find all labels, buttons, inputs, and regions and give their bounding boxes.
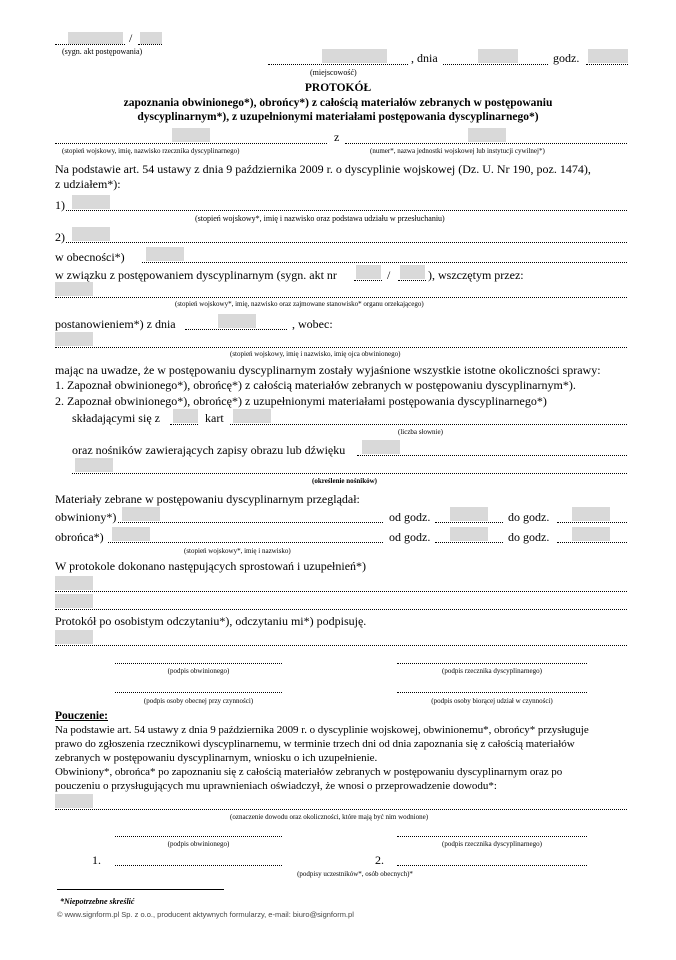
dotted-fill-line bbox=[345, 143, 627, 144]
obronca-review-field[interactable] bbox=[112, 527, 150, 541]
sig-obwinionego-label: (podpis obwinionego) bbox=[167, 667, 230, 675]
basis-line-2: z udziałem*): bbox=[55, 177, 121, 191]
dotted-fill-line bbox=[435, 542, 503, 543]
obronca-od-godz: od godz. bbox=[389, 530, 431, 544]
skladajacymi-text: składającymi się z bbox=[72, 411, 160, 425]
signing-text: Protokół po osobistym odczytaniu*), odczytaniu mi*) podpisuję. bbox=[55, 614, 367, 628]
dotted-fill-line bbox=[557, 542, 627, 543]
dotted-fill-line bbox=[357, 455, 627, 456]
corrections-field-1[interactable] bbox=[55, 576, 93, 590]
signing-field[interactable] bbox=[55, 630, 93, 644]
wszczetym-text: ), wszczętym przez: bbox=[428, 268, 524, 282]
z-text: z bbox=[334, 130, 340, 144]
kart-text: kart bbox=[205, 411, 224, 425]
sig-rzecznika-label: (podpis rzecznika dyscyplinarnego) bbox=[442, 667, 542, 675]
findings-intro: mając na uwadze, że w postępowaniu dyscyplinarnym zostały wyjaśnione wszystkie istotne okoliczności sprawy: bbox=[55, 363, 601, 377]
sig-obecnej-label: (podpis osoby obecnej przy czynności) bbox=[143, 697, 254, 705]
obwiniony-do-godz: do godz. bbox=[508, 510, 550, 524]
obronca-do-godz: do godz. bbox=[508, 530, 550, 544]
dotted-fill-line bbox=[138, 44, 162, 45]
sygn-field-2[interactable] bbox=[140, 32, 162, 44]
corrections-intro: W protokole dokonano następujących sprostowań i uzupełnień*) bbox=[55, 559, 367, 573]
uczestnik-1-field[interactable] bbox=[72, 195, 110, 209]
item-1-number: 1) bbox=[55, 198, 65, 212]
zwiazku-slash: / bbox=[387, 268, 391, 282]
sig-biorace-label: (podpis osoby biorącej udział w czynności) bbox=[431, 697, 553, 705]
dotted-fill-line bbox=[115, 663, 282, 664]
dotted-fill-line bbox=[55, 591, 627, 592]
obronca-review-text: obrońca*) bbox=[55, 530, 104, 544]
postanowienie-date-field[interactable] bbox=[218, 314, 256, 328]
footnote-text: *Niepotrzebne skreślić bbox=[60, 897, 135, 906]
rzecznik-field[interactable] bbox=[172, 128, 210, 142]
dotted-fill-line bbox=[55, 347, 627, 348]
pouczenie-p1-line1: Na podstawie art. 54 ustawy z dnia 9 października 2009 r. o dyscyplinie wojskowej, obwinionemu*, obrońcy* przysługuje bbox=[55, 724, 589, 736]
dnia-text: , dnia bbox=[411, 51, 438, 65]
miejscowosc-field[interactable] bbox=[322, 49, 387, 63]
pouczenie-p2-line2: pouczeniu o przysługujących mu uprawnieniach oświadczył, że wnosi o przeprowadzenie dowodu*: bbox=[55, 780, 497, 792]
item-2-number: 2) bbox=[55, 230, 65, 244]
nosniki-field-2[interactable] bbox=[75, 458, 113, 472]
findings-point-1: 1. Zapoznał obwinionego*), obrońcę*) z całością materiałów zebranych w postępowaniu dyscyplinarnym*). bbox=[55, 378, 576, 392]
sygn-nr-2-field[interactable] bbox=[400, 265, 425, 279]
dotted-fill-line bbox=[55, 143, 327, 144]
dotted-fill-line bbox=[397, 663, 587, 664]
dotted-fill-line bbox=[115, 836, 282, 837]
postanowieniem-text: postanowieniem*) z dnia bbox=[55, 317, 176, 331]
basis-line-1: Na podstawie art. 54 ustawy z dnia 9 października 2009 r. o dyscyplinie wojskowej (Dz. U. Nr 190, poz. 1474), bbox=[55, 162, 591, 176]
dotted-fill-line bbox=[142, 262, 627, 263]
dotted-fill-line bbox=[66, 242, 627, 243]
sygn-field-1[interactable] bbox=[68, 32, 123, 44]
document-title: PROTOKÓŁ bbox=[304, 82, 372, 94]
dotted-fill-line bbox=[55, 609, 627, 610]
corrections-field-2[interactable] bbox=[55, 594, 93, 608]
obwiniony-review-text: obwiniony*) bbox=[55, 510, 117, 524]
dotted-fill-line bbox=[55, 297, 627, 298]
title-line-2: dyscyplinarnym*), z uzupełnionymi materiałami postępowania dyscyplinarnego*) bbox=[137, 111, 539, 123]
pouczenie-sig-rzecznika: (podpis rzecznika dyscyplinarnego) bbox=[442, 840, 542, 848]
date-field[interactable] bbox=[478, 49, 518, 63]
godz-text: godz. bbox=[553, 51, 580, 65]
obwiniony-field[interactable] bbox=[55, 332, 93, 346]
uczestnik-number-2: 2. bbox=[375, 853, 384, 867]
time-field[interactable] bbox=[588, 49, 628, 63]
title-line-1: zapoznania obwinionego*), obrońcy*) z całością materiałów zebranych w postępowaniu bbox=[123, 97, 553, 109]
pouczenie-p1-line2: prawo do zgłoszenia rzecznikowi dyscyplinarnemu, w terminie trzech dni od dnia zapoznania się z całością materiałów bbox=[55, 738, 575, 750]
obronca-od-field[interactable] bbox=[450, 527, 488, 541]
dotted-fill-line bbox=[115, 692, 282, 693]
dotted-fill-line bbox=[230, 424, 627, 425]
dotted-fill-line bbox=[397, 836, 587, 837]
organ-label: (stopień wojskowy*, imię, nazwisko oraz zajmowane stanowisko* organu orzekającego) bbox=[175, 300, 424, 308]
obwiniony-od-field[interactable] bbox=[450, 507, 488, 521]
obwiniony-do-field[interactable] bbox=[572, 507, 610, 521]
miejscowosc-label: (miejscowość) bbox=[310, 68, 357, 77]
dotted-fill-line bbox=[397, 692, 587, 693]
jednostka-field[interactable] bbox=[468, 128, 506, 142]
nosniki-field-1[interactable] bbox=[362, 440, 400, 454]
obwiniony-label: (stopień wojskowy, imię i nazwisko, imię ojca obwinionego) bbox=[230, 350, 401, 358]
dowod-label: (oznaczenie dowodu oraz okoliczności, które mają być nim wodnione) bbox=[230, 813, 429, 821]
liczba-kart-field[interactable] bbox=[173, 409, 198, 423]
dotted-fill-line bbox=[55, 809, 627, 810]
sygn-nr-1-field[interactable] bbox=[356, 265, 381, 279]
dotted-fill-line bbox=[115, 865, 282, 866]
uczestnik-number-1: 1. bbox=[92, 853, 101, 867]
slownie-field[interactable] bbox=[233, 409, 271, 423]
nosniki-label: (określenie nośników) bbox=[312, 477, 378, 485]
obecnosci-text: w obecności*) bbox=[55, 250, 125, 264]
footnote-divider bbox=[57, 889, 224, 890]
obwiniony-od-godz: od godz. bbox=[389, 510, 431, 524]
obecnosci-field[interactable] bbox=[146, 247, 184, 261]
dotted-fill-line bbox=[557, 522, 627, 523]
dotted-fill-line bbox=[354, 280, 382, 281]
obwiniony-review-field[interactable] bbox=[122, 507, 160, 521]
pouczenie-p2-line1: Obwiniony*, obrońca* po zapoznaniu się z całością materiałów zebranych w postępowaniu dyscyplinarnym oraz po bbox=[55, 766, 563, 778]
pouczenie-sig-obwinionego: (podpis obwinionego) bbox=[167, 840, 230, 848]
dotted-fill-line bbox=[55, 645, 627, 646]
sygn-slash: / bbox=[129, 31, 133, 45]
dotted-fill-line bbox=[108, 542, 383, 543]
dotted-fill-line bbox=[397, 865, 587, 866]
uczestnik-2-field[interactable] bbox=[72, 227, 110, 241]
dotted-fill-line bbox=[185, 329, 287, 330]
organ-field[interactable] bbox=[55, 282, 93, 296]
copyright-text: © www.signform.pl Sp. z o.o., producent aktywnych formularzy, e-mail: biuro@signform.pl bbox=[57, 910, 354, 919]
wobec-text: , wobec: bbox=[292, 317, 333, 331]
obronca-do-field[interactable] bbox=[572, 527, 610, 541]
dotted-fill-line bbox=[118, 522, 383, 523]
sygn-label: (sygn. akt postępowania) bbox=[62, 47, 143, 56]
rzecznik-label: (stopień wojskowy, imię, nazwisko rzecznika dyscyplinarnego) bbox=[62, 147, 240, 155]
zwiazku-text: w związku z postępowaniem dyscyplinarnym (sygn. akt nr bbox=[55, 268, 337, 282]
slownie-label: (liczba słownie) bbox=[398, 428, 443, 436]
dotted-fill-line bbox=[268, 64, 408, 65]
findings-point-2: 2. Zapoznał obwinionego*), obrońcę*) z uzupełnionymi materiałami postępowania dyscyplinarnego*) bbox=[55, 394, 547, 408]
dotted-fill-line bbox=[586, 64, 628, 65]
sig-uczestnikow-label: (podpisy uczestników*, osób obecnych)* bbox=[297, 870, 413, 878]
dotted-fill-line bbox=[170, 424, 198, 425]
review-intro: Materiały zebrane w postępowaniu dyscyplinarnym przeglądał: bbox=[55, 492, 360, 506]
dotted-fill-line bbox=[398, 280, 426, 281]
pouczenie-heading: Pouczenie: bbox=[55, 710, 109, 722]
dotted-fill-line bbox=[72, 473, 627, 474]
osoba-label: (stopień wojskowy*, imię i nazwisko) bbox=[184, 547, 291, 555]
dotted-fill-line bbox=[443, 64, 548, 65]
pouczenie-p1-line3: zebranych w postępowaniu dyscyplinarnym, wniosku o ich uzupełnienie. bbox=[55, 752, 378, 764]
dotted-fill-line bbox=[66, 210, 627, 211]
nosniki-text: oraz nośników zawierających zapisy obrazu lub dźwięku bbox=[72, 443, 346, 457]
dotted-fill-line bbox=[55, 44, 125, 45]
jednostka-label: (numer*, nazwa jednostki wojskowej lub instytucji cywilnej*) bbox=[370, 147, 545, 155]
uczestnik-label: (stopień wojskowy*, imię i nazwisko oraz podstawa udziału w przesłuchaniu) bbox=[195, 214, 445, 223]
dowod-field[interactable] bbox=[55, 794, 93, 808]
dotted-fill-line bbox=[435, 522, 503, 523]
